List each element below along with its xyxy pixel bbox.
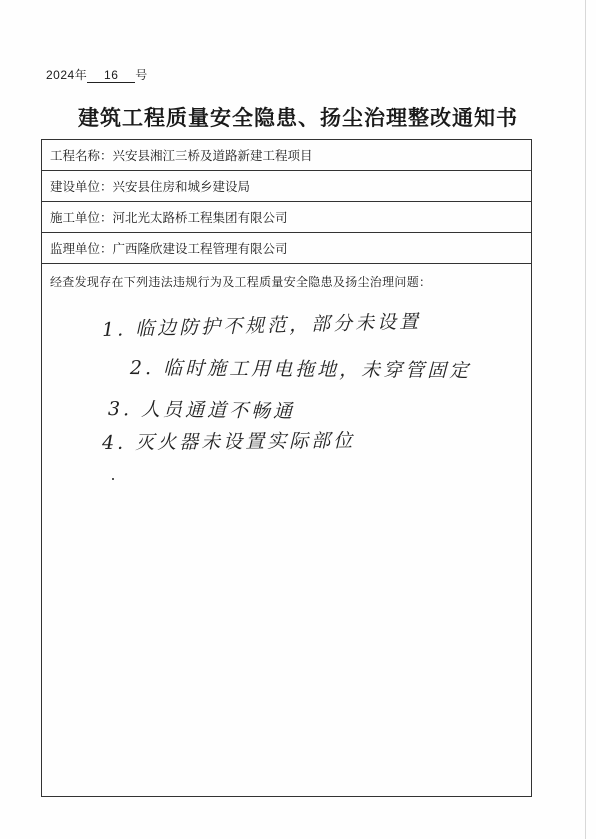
project-name-row: 工程名称：兴安县湘江三桥及道路新建工程项目: [42, 140, 531, 171]
notice-form-table: [41, 139, 532, 797]
document-number-line: [46, 66, 148, 83]
document-title: 建筑工程质量安全隐患、扬尘治理整改通知书: [78, 105, 518, 130]
contractor-unit-row: 施工单位：河北光太路桥工程集团有限公司: [42, 202, 531, 233]
handwritten-item-1: 1. 临边防护不规范，部分未设置: [101, 310, 422, 341]
year-value: 2024: [46, 68, 75, 82]
handwritten-item-3: 3. 人员通道不畅通: [107, 398, 296, 423]
year-suffix: 年: [74, 68, 88, 82]
document-number: 16: [87, 68, 135, 83]
handwritten-item-2: 2. 临时施工用电拖地，未穿管固定: [129, 357, 472, 382]
handwritten-item-4: 4. 灭火器未设置实际部位: [101, 429, 356, 454]
supervisor-unit-row: 监理单位：广西隆欣建设工程管理有限公司: [42, 233, 531, 264]
number-suffix: 号: [135, 68, 148, 82]
ink-dot: [112, 478, 114, 480]
owner-unit-row: 建设单位：兴安县住房和城乡建设局: [42, 171, 531, 202]
findings-intro: 经查发现存在下列违法违规行为及工程质量安全隐患及扬尘治理问题：: [50, 275, 432, 289]
